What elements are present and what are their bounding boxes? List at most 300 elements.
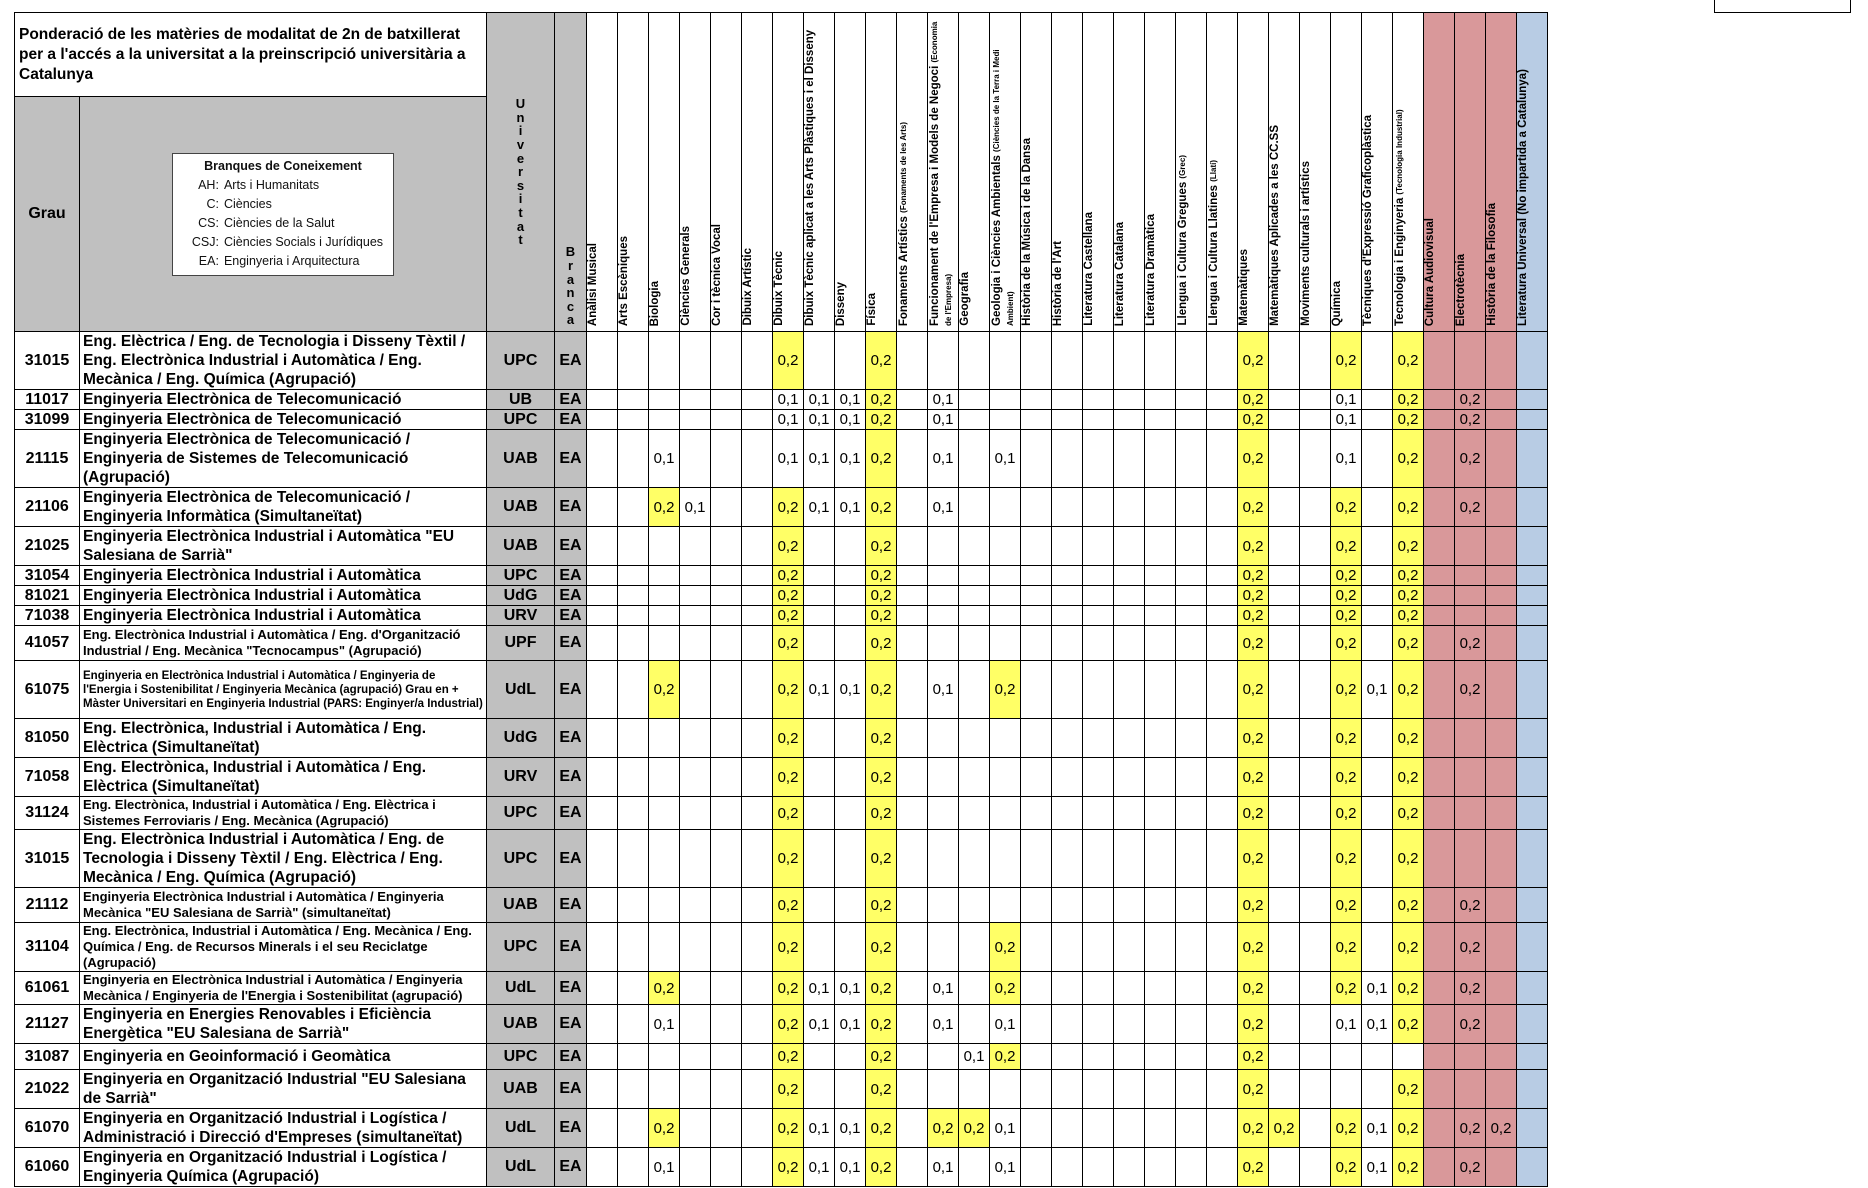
weight-cell [1052, 1070, 1083, 1109]
weight-cell [928, 923, 959, 972]
weight-cell: 0,1 [835, 488, 866, 527]
grau-name: Enginyeria en Energies Renovables i Eficiència Energètica "EU Salesiana de Sarrià" [80, 1005, 487, 1044]
weight-cell: 0,1 [773, 390, 804, 410]
weight-cell [1300, 888, 1331, 923]
weight-cell: 0,2 [1238, 566, 1269, 586]
weight-cell [1424, 332, 1455, 390]
grau-code: 21025 [15, 527, 80, 566]
weight-cell [959, 1070, 990, 1109]
subject-label: Cor i tècnica Vocal [711, 223, 723, 326]
weight-cell [1362, 1070, 1393, 1109]
universitat-cell: UB [487, 390, 555, 410]
weight-cell [1207, 1109, 1238, 1148]
weight-cell [959, 1005, 990, 1044]
weight-cell [1269, 1148, 1300, 1187]
weight-cell: 0,2 [1486, 1109, 1517, 1148]
weight-cell [1207, 390, 1238, 410]
weight-cell [804, 923, 835, 972]
weight-cell [897, 661, 928, 719]
weight-cell [742, 1070, 773, 1109]
grau-name: Eng. Electrònica, Industrial i Automàtica / Eng. Elèctrica i Sistemes Ferroviaris / Eng. Mecànica (Agrupació) [80, 797, 487, 830]
weight-cell [711, 972, 742, 1005]
weight-cell [990, 626, 1021, 661]
universitat-cell: UAB [487, 527, 555, 566]
weight-cell [928, 606, 959, 626]
weight-cell [897, 1005, 928, 1044]
weight-cell [1083, 972, 1114, 1005]
subject-label: Literatura Castellana [1083, 212, 1095, 326]
weight-cell [1269, 1070, 1300, 1109]
subject-label: Història de la Música i de la Dansa [1021, 138, 1033, 326]
weight-cell [587, 626, 618, 661]
weight-cell [1207, 332, 1238, 390]
subject-label: Història de la Filosofia [1486, 203, 1498, 326]
grau-code: 31054 [15, 566, 80, 586]
grau-name: Enginyeria en Geoinformació i Geomàtica [80, 1044, 487, 1070]
weight-cell: 0,2 [866, 586, 897, 606]
grau-code: 11017 [15, 390, 80, 410]
weight-cell: 0,2 [1331, 888, 1362, 923]
weight-cell [1331, 1044, 1362, 1070]
grau-name: Eng. Electrònica, Industrial i Automàtica / Eng. Elèctrica (Simultaneïtat) [80, 758, 487, 797]
weight-cell [1486, 1005, 1517, 1044]
weight-cell [1207, 797, 1238, 830]
weight-cell [897, 586, 928, 606]
weight-cell [587, 488, 618, 527]
weight-cell: 0,2 [1393, 1070, 1424, 1109]
weight-cell [1114, 606, 1145, 626]
branca-cell: EA [555, 430, 587, 488]
weight-cell: 0,2 [1238, 923, 1269, 972]
weight-cell [1455, 606, 1486, 626]
subject-header [835, 13, 866, 332]
weight-cell: 0,2 [866, 430, 897, 488]
weight-cell: 0,1 [928, 488, 959, 527]
grau-name: Enginyeria en Organització Industrial i Logística / Administració i Direcció d'Empreses (simultaneïtat) [80, 1109, 487, 1148]
universitat-cell: UPC [487, 923, 555, 972]
weight-cell: 0,2 [1393, 923, 1424, 972]
weight-cell [990, 390, 1021, 410]
grau-code: 81021 [15, 586, 80, 606]
weight-cell: 0,2 [1393, 758, 1424, 797]
weight-cell [649, 390, 680, 410]
weight-cell: 0,1 [773, 430, 804, 488]
weight-cell [1486, 430, 1517, 488]
weight-cell: 0,2 [1238, 972, 1269, 1005]
weight-cell [897, 719, 928, 758]
weight-cell [959, 830, 990, 888]
weight-cell: 0,2 [1238, 1044, 1269, 1070]
grau-code: 61061 [15, 972, 80, 1005]
weight-cell [835, 586, 866, 606]
weight-cell: 0,2 [1393, 661, 1424, 719]
weight-cell: 0,2 [1238, 830, 1269, 888]
weight-cell [897, 332, 928, 390]
weight-cell [1176, 527, 1207, 566]
weight-cell [1517, 586, 1548, 606]
weight-cell [1362, 830, 1393, 888]
weight-cell: 0,1 [1362, 972, 1393, 1005]
weight-cell [1424, 1148, 1455, 1187]
weight-cell [1021, 586, 1052, 606]
legend-abbr: EA: [198, 253, 219, 268]
weight-cell: 0,2 [1455, 661, 1486, 719]
weight-cell [618, 1109, 649, 1148]
weight-cell [1517, 1005, 1548, 1044]
weight-cell: 0,2 [1455, 410, 1486, 430]
subject-note: (Ciències de la Terra i Medi Ambient) [992, 49, 1015, 326]
weight-cell [1145, 488, 1176, 527]
legend-label: Ciències [223, 196, 272, 211]
weight-cell [1424, 430, 1455, 488]
branca-cell: EA [555, 661, 587, 719]
legend-item [183, 195, 383, 214]
weight-cell [1052, 626, 1083, 661]
weight-cell [1207, 661, 1238, 719]
weight-cell [1517, 661, 1548, 719]
weight-cell [1114, 488, 1145, 527]
weight-cell [804, 606, 835, 626]
weight-cell: 0,2 [1455, 1148, 1486, 1187]
universitat-header [487, 13, 555, 332]
weight-cell [1362, 923, 1393, 972]
weight-cell: 0,2 [866, 1109, 897, 1148]
weight-cell: 0,1 [928, 430, 959, 488]
weight-cell [1300, 758, 1331, 797]
weight-cell [1455, 797, 1486, 830]
weight-cell [1300, 661, 1331, 719]
weight-cell [1083, 566, 1114, 586]
subject-note: (Llatí) [1209, 160, 1218, 183]
weight-cell [1486, 758, 1517, 797]
weight-cell [990, 797, 1021, 830]
weight-cell [1362, 390, 1393, 410]
weight-cell [587, 797, 618, 830]
weight-cell: 0,2 [773, 661, 804, 719]
weight-cell: 0,1 [1331, 430, 1362, 488]
weight-cell [1207, 830, 1238, 888]
weight-cell [897, 758, 928, 797]
weight-cell [1083, 1005, 1114, 1044]
weight-cell [1083, 888, 1114, 923]
weight-cell: 0,2 [1393, 390, 1424, 410]
subject-label: Disseny [835, 281, 847, 326]
weight-cell [742, 923, 773, 972]
weight-cell [835, 830, 866, 888]
weight-cell: 0,2 [1393, 1109, 1424, 1148]
weight-cell: 0,1 [835, 661, 866, 719]
weight-cell [1052, 758, 1083, 797]
weight-cell [1424, 1044, 1455, 1070]
weight-cell [1145, 1148, 1176, 1187]
weight-cell [1424, 1005, 1455, 1044]
weight-cell: 0,2 [1393, 527, 1424, 566]
weight-cell [1145, 923, 1176, 972]
universitat-cell: UPC [487, 797, 555, 830]
weight-cell [649, 626, 680, 661]
weight-cell [928, 1070, 959, 1109]
weight-cell [835, 566, 866, 586]
weight-cell [928, 1044, 959, 1070]
weight-cell [1145, 390, 1176, 410]
weight-cell [897, 606, 928, 626]
weight-cell [1083, 719, 1114, 758]
subject-label: Geografia [959, 272, 971, 326]
weight-cell [1083, 797, 1114, 830]
weight-cell [1176, 661, 1207, 719]
weight-cell [1269, 719, 1300, 758]
weight-cell: 0,2 [1238, 661, 1269, 719]
weight-cell [1424, 606, 1455, 626]
weight-cell [1021, 1109, 1052, 1148]
subject-header [1114, 13, 1145, 332]
weight-cell: 0,2 [1393, 888, 1424, 923]
weight-cell [1424, 390, 1455, 410]
weight-cell: 0,2 [1455, 888, 1486, 923]
table-row [15, 1148, 1548, 1187]
table-row [15, 1005, 1548, 1044]
weight-cell [1517, 1044, 1548, 1070]
weight-cell: 0,2 [649, 972, 680, 1005]
branca-cell: EA [555, 797, 587, 830]
grau-code: 21112 [15, 888, 80, 923]
weight-cell [1517, 758, 1548, 797]
branca-cell: EA [555, 923, 587, 972]
weight-cell [1517, 888, 1548, 923]
weight-cell [711, 410, 742, 430]
weight-cell [1176, 566, 1207, 586]
weight-cell [959, 566, 990, 586]
weight-cell [649, 1070, 680, 1109]
weight-cell [1269, 972, 1300, 1005]
weight-cell [1207, 719, 1238, 758]
weight-cell: 0,1 [835, 390, 866, 410]
universitat-cell: UPC [487, 410, 555, 430]
weight-cell [742, 606, 773, 626]
weight-cell [1207, 430, 1238, 488]
weight-cell [1362, 410, 1393, 430]
weight-cell [1486, 719, 1517, 758]
weight-cell [711, 566, 742, 586]
legend-abbr: C: [206, 196, 219, 211]
weight-cell [587, 923, 618, 972]
weight-cell [1300, 719, 1331, 758]
weight-cell: 0,2 [1238, 1148, 1269, 1187]
weight-cell: 0,2 [866, 972, 897, 1005]
weight-cell [1145, 1070, 1176, 1109]
weight-cell [649, 830, 680, 888]
weight-cell [587, 719, 618, 758]
weight-cell: 0,1 [835, 1148, 866, 1187]
weight-cell [1114, 410, 1145, 430]
universitat-cell: UPC [487, 566, 555, 586]
weight-cell [1486, 888, 1517, 923]
weight-cell: 0,1 [804, 1148, 835, 1187]
weight-cell [1300, 1044, 1331, 1070]
weight-cell: 0,2 [866, 606, 897, 626]
weight-cell [1176, 332, 1207, 390]
weight-cell [1145, 332, 1176, 390]
legend-abbr: CSJ: [191, 234, 219, 249]
weight-cell [1021, 719, 1052, 758]
weight-cell [1145, 1005, 1176, 1044]
weight-cell [711, 527, 742, 566]
table-row [15, 410, 1548, 430]
weight-cell [835, 626, 866, 661]
subject-label: Tecnologia i Enginyeria (Tecnologia Industrial) [1394, 109, 1406, 326]
weight-cell: 0,1 [649, 430, 680, 488]
weight-cell [1176, 972, 1207, 1005]
weight-cell: 0,2 [959, 1109, 990, 1148]
weight-cell [1207, 488, 1238, 527]
subject-note: (Fonaments de les Arts) [899, 121, 908, 213]
weight-cell [618, 488, 649, 527]
weight-cell: 0,2 [773, 527, 804, 566]
weight-cell [649, 566, 680, 586]
weight-cell [1145, 430, 1176, 488]
weight-cell [1207, 626, 1238, 661]
weight-cell: 0,2 [773, 1044, 804, 1070]
weight-cell [618, 527, 649, 566]
subject-header [1145, 13, 1176, 332]
weight-cell [1424, 830, 1455, 888]
grau-code: 71038 [15, 606, 80, 626]
weight-cell [1052, 1109, 1083, 1148]
subject-label: Fonaments Artístics (Fonaments de les Arts) [898, 121, 910, 326]
weight-cell: 0,2 [773, 1148, 804, 1187]
weight-cell [1021, 1148, 1052, 1187]
weight-cell: 0,2 [773, 797, 804, 830]
weight-cell [1083, 410, 1114, 430]
grau-code: 31099 [15, 410, 80, 430]
weight-cell [1362, 527, 1393, 566]
weight-cell [1176, 1109, 1207, 1148]
weight-cell: 0,2 [773, 586, 804, 606]
weight-cell [1207, 888, 1238, 923]
weight-cell: 0,2 [649, 488, 680, 527]
subject-header [1083, 13, 1114, 332]
subject-header [587, 13, 618, 332]
weight-cell [742, 1005, 773, 1044]
weight-cell [1021, 606, 1052, 626]
legend-cell [80, 97, 487, 332]
weight-cell [1207, 527, 1238, 566]
weight-cell [587, 566, 618, 586]
weight-cell [1517, 797, 1548, 830]
weight-cell: 0,2 [1455, 626, 1486, 661]
weight-cell: 0,1 [804, 430, 835, 488]
weight-cell [1021, 1005, 1052, 1044]
universitat-cell: UPF [487, 626, 555, 661]
weight-cell [1145, 410, 1176, 430]
weight-cell [1083, 1148, 1114, 1187]
weight-cell: 0,2 [1393, 797, 1424, 830]
weight-cell [1269, 430, 1300, 488]
weight-cell [1300, 797, 1331, 830]
legend-abbr: AH: [198, 177, 219, 192]
weight-cell [1362, 586, 1393, 606]
weight-cell [618, 430, 649, 488]
weight-cell [649, 888, 680, 923]
branca-cell: EA [555, 488, 587, 527]
subject-header [1269, 13, 1300, 332]
weight-cell [835, 758, 866, 797]
weight-cell [1269, 830, 1300, 888]
weight-cell [1486, 626, 1517, 661]
weight-cell: 0,2 [1393, 830, 1424, 888]
weight-cell [1052, 488, 1083, 527]
weight-cell [990, 586, 1021, 606]
weight-cell [587, 1109, 618, 1148]
weight-cell: 0,2 [773, 332, 804, 390]
weight-cell [835, 888, 866, 923]
universitat-cell: UdL [487, 661, 555, 719]
weight-cell [1300, 830, 1331, 888]
legend-abbr: CS: [198, 215, 219, 230]
subject-header [649, 13, 680, 332]
weight-cell [959, 390, 990, 410]
weight-cell [742, 661, 773, 719]
subject-label: Ciències Generals [680, 226, 692, 326]
branca-cell: EA [555, 566, 587, 586]
weight-cell: 0,1 [649, 1005, 680, 1044]
weight-cell [835, 719, 866, 758]
weight-cell: 0,2 [1238, 527, 1269, 566]
weight-cell: 0,2 [1393, 566, 1424, 586]
weight-cell: 0,2 [1238, 719, 1269, 758]
branca-cell: EA [555, 1070, 587, 1109]
weight-cell [680, 830, 711, 888]
weight-cell [1486, 1070, 1517, 1109]
subject-label: Dibuix Artístic [742, 248, 754, 326]
weight-cell: 0,2 [1455, 1005, 1486, 1044]
weight-cell: 0,2 [773, 719, 804, 758]
weight-cell [1083, 758, 1114, 797]
subject-header [773, 13, 804, 332]
weight-cell [1207, 1070, 1238, 1109]
subject-header [959, 13, 990, 332]
weight-cell [1176, 390, 1207, 410]
table-row [15, 488, 1548, 527]
weight-cell [1517, 719, 1548, 758]
weight-cell [897, 430, 928, 488]
weight-cell: 0,2 [1238, 1109, 1269, 1148]
weight-cell [1424, 410, 1455, 430]
weight-cell [1114, 1070, 1145, 1109]
weight-cell: 0,2 [1238, 430, 1269, 488]
grau-name: Enginyeria Electrònica Industrial i Automàtica [80, 586, 487, 606]
weight-cell [1269, 797, 1300, 830]
branch-legend [172, 153, 394, 276]
weight-cell [618, 390, 649, 410]
weight-cell [742, 888, 773, 923]
weight-cell [1517, 1148, 1548, 1187]
grau-name: Enginyeria Electrònica de Telecomunicació / Enginyeria Informàtica (Simultaneïtat) [80, 488, 487, 527]
weight-cell [1145, 888, 1176, 923]
weight-cell [1176, 606, 1207, 626]
weight-cell [1021, 488, 1052, 527]
weight-cell [1021, 758, 1052, 797]
weight-cell [711, 1070, 742, 1109]
weight-cell [1145, 972, 1176, 1005]
weight-cell: 0,2 [866, 661, 897, 719]
weight-cell [1486, 606, 1517, 626]
weight-cell [1114, 888, 1145, 923]
universitat-cell: UdL [487, 1148, 555, 1187]
subject-note: (Economia de l'Empresa) [930, 21, 953, 326]
weight-cell [959, 719, 990, 758]
weight-cell [587, 830, 618, 888]
